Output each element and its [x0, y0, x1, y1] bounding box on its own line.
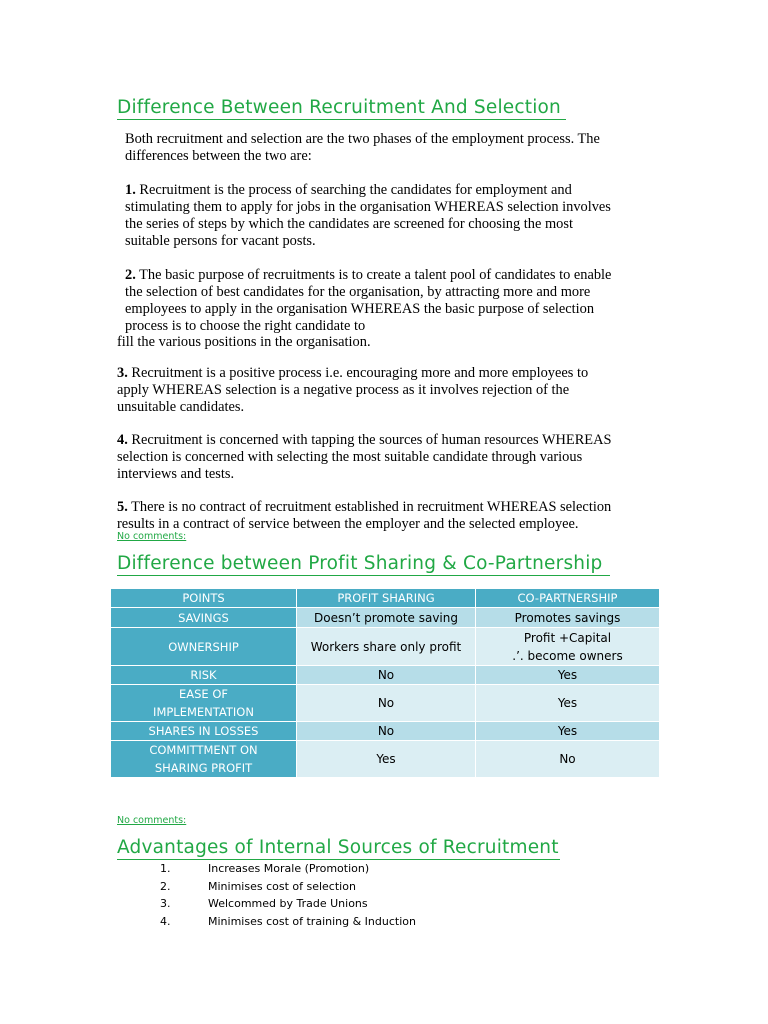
- row-label-cell: SHARES IN LOSSES: [111, 722, 297, 741]
- row-label-cell: EASE OF IMPLEMENTATION: [111, 685, 297, 722]
- text-line: results in a contract of service between the employer and the selected employee.: [117, 516, 579, 532]
- column-header: CO-PARTNERSHIP: [476, 589, 660, 608]
- list-number: 2.: [160, 879, 171, 893]
- table-header-row: [111, 589, 660, 608]
- point-5: [117, 499, 657, 533]
- point-2: [125, 267, 665, 335]
- text-line: selection is concerned with selecting the most suitable candidate through various: [117, 449, 583, 465]
- text-line: interviews and tests.: [117, 466, 235, 482]
- text-line: employees to apply in the organisation WHEREAS the basic purpose of selection: [125, 301, 595, 317]
- list-number: 4.: [160, 915, 171, 929]
- text-line: the selection of best candidates for the organisation, by attracting more and more: [125, 284, 591, 300]
- table-cell: Yes: [476, 666, 660, 685]
- list-item-text: Increases Morale (Promotion): [208, 862, 370, 875]
- point-2-tail: [117, 334, 657, 351]
- table-cell: No: [476, 741, 660, 778]
- list-number: 3.: [160, 897, 171, 911]
- table-cell: No: [297, 685, 476, 722]
- no-comments-link[interactable]: No comments:: [117, 815, 187, 826]
- column-header: PROFIT SHARING: [297, 589, 476, 608]
- heading-underline: [117, 119, 566, 120]
- row-label-cell: OWNERSHIP: [111, 628, 297, 666]
- point-number: 3.: [117, 365, 128, 381]
- text-line: unsuitable candidates.: [117, 399, 245, 415]
- list-item: [160, 895, 416, 913]
- section-heading-internal-sources: Advantages of Internal Sources of Recruitment: [117, 837, 559, 858]
- table-cell: Profit +Capital .’. become owners: [476, 628, 660, 666]
- table-cell: No: [297, 722, 476, 741]
- text-line: the series of steps by which the candidates are screened for choosing the most: [125, 216, 573, 232]
- text-line: Recruitment is concerned with tapping the sources of human resources WHEREAS: [127, 432, 612, 448]
- section-heading-recruitment-selection: Difference Between Recruitment And Selection: [117, 97, 561, 118]
- text-line: Both recruitment and selection are the two phases of the employment process. The: [125, 131, 600, 147]
- point-4: [117, 432, 657, 483]
- text-line: suitable persons for vacant posts.: [125, 233, 316, 249]
- list-item-text: Minimises cost of selection: [208, 879, 356, 893]
- list-item-text: Welcommed by Trade Unions: [208, 897, 368, 911]
- table-row: [111, 628, 660, 666]
- row-label-cell: SAVINGS: [111, 608, 297, 628]
- comparison-table: [110, 588, 660, 778]
- text-line: The basic purpose of recruitments is to create a talent pool of candidates to enable: [135, 267, 612, 283]
- advantages-list: [160, 860, 416, 931]
- table-row: [111, 685, 660, 722]
- intro-paragraph: [125, 131, 665, 165]
- list-number: 1.: [160, 862, 171, 875]
- text-line: stimulating them to apply for jobs in the organisation WHEREAS selection involves: [125, 199, 611, 215]
- table-row: [111, 741, 660, 778]
- table-row: [111, 722, 660, 741]
- text-line: Recruitment is a positive process i.e. encouraging more and more employees to: [127, 365, 589, 381]
- point-number: 2.: [125, 267, 136, 283]
- row-label-cell: COMMITTMENT ON SHARING PROFIT: [111, 741, 297, 778]
- table-cell: Yes: [476, 722, 660, 741]
- text-line: differences between the two are:: [125, 148, 312, 164]
- point-3: [117, 365, 657, 416]
- text-line: process is to choose the right candidate to: [125, 318, 366, 334]
- table-cell: Promotes savings: [476, 608, 660, 628]
- text-line: There is no contract of recruitment established in recruitment WHEREAS selection: [127, 499, 612, 515]
- table-cell: Workers share only profit: [297, 628, 476, 666]
- column-header: POINTS: [111, 589, 297, 608]
- table-cell: Doesn’t promote saving: [297, 608, 476, 628]
- table-row: [111, 666, 660, 685]
- point-number: 1.: [125, 182, 136, 198]
- row-label-cell: RISK: [111, 666, 297, 685]
- table-cell: Yes: [476, 685, 660, 722]
- text-line: fill the various positions in the organisation.: [117, 334, 371, 350]
- table-row: [111, 608, 660, 628]
- heading-underline: [117, 575, 610, 576]
- point-1: [125, 182, 665, 250]
- list-item: [160, 878, 416, 896]
- point-number: 4.: [117, 432, 128, 448]
- table-cell: Yes: [297, 741, 476, 778]
- no-comments-link[interactable]: No comments:: [117, 531, 187, 542]
- text-line: Recruitment is the process of searching the candidates for employment and: [135, 182, 572, 198]
- section-heading-profit-sharing: Difference between Profit Sharing & Co-Partnership: [117, 553, 603, 574]
- text-line: apply WHEREAS selection is a negative process as it involves rejection of the: [117, 382, 570, 398]
- table-cell: No: [297, 666, 476, 685]
- list-item: [160, 913, 416, 931]
- list-item: [160, 860, 416, 878]
- list-item-text: Minimises cost of training & Induction: [208, 915, 416, 929]
- point-number: 5.: [117, 499, 128, 515]
